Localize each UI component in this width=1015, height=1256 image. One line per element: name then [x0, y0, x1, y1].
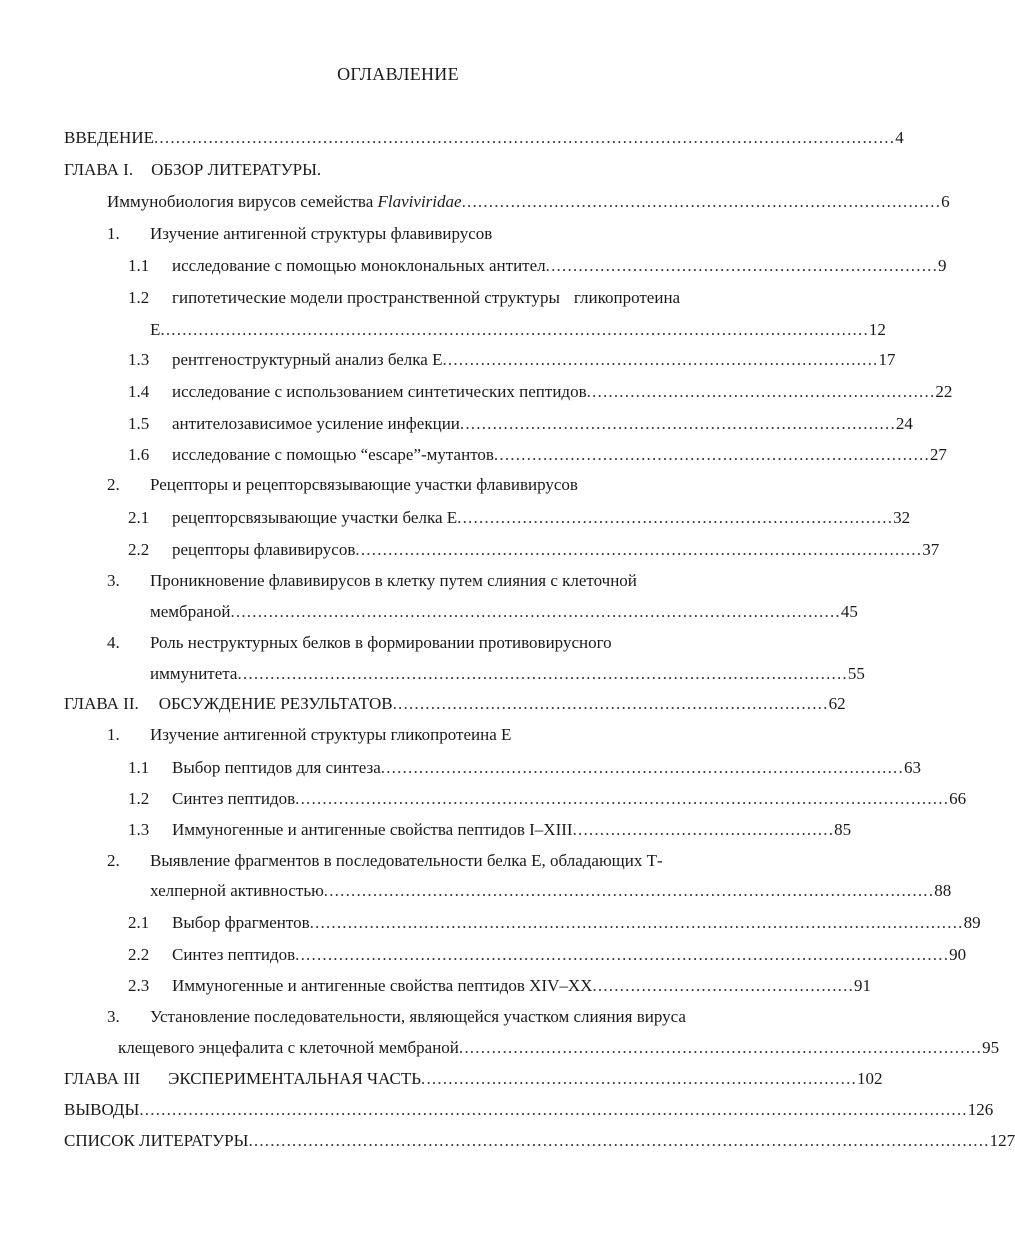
subsection-number: 2.1	[128, 508, 150, 527]
entry-text: Иммуногенные и антигенные свойства пептидов I–XIII	[172, 820, 573, 839]
dot-leader: ................................................	[592, 976, 855, 995]
subsection-number: 1.3	[128, 350, 150, 369]
toc-results-2-3[interactable]	[172, 974, 872, 998]
toc-entry-1-2-line2[interactable]	[150, 318, 886, 342]
entry-text: ВВЕДЕНИЕ	[64, 128, 154, 147]
dot-leader: ................................................	[572, 820, 835, 839]
page-number: 37	[922, 540, 940, 559]
toc-results-2-2[interactable]	[172, 943, 967, 967]
page-number: 85	[834, 820, 852, 839]
toc-section-3-line2[interactable]	[150, 600, 858, 624]
dot-leader: ................................................................................	[459, 414, 896, 433]
dot-leader: ........................................................................................................................................	[248, 1131, 990, 1150]
toc-chapter-1[interactable]	[64, 158, 710, 182]
chapter-label: ГЛАВА I.	[64, 160, 134, 179]
page-number: 17	[878, 350, 896, 369]
entry-text: антителозависимое усиление инфекции	[172, 414, 460, 433]
dot-leader: ........................................................................................................................	[309, 913, 964, 932]
dot-leader: ........................................................................................	[461, 192, 942, 211]
dot-leader: ........................................................................	[545, 256, 939, 275]
chapter-title: ОБСУЖДЕНИЕ РЕЗУЛЬТАТОВ	[158, 694, 393, 713]
taxon-name: Flaviviridae	[377, 192, 462, 211]
toc-entry-1-6[interactable]	[172, 443, 947, 467]
toc-entry-immunobiology[interactable]	[107, 190, 950, 214]
dot-leader: ................................................................................	[421, 1069, 857, 1088]
page-number: 62	[828, 694, 846, 713]
page-number: 126	[967, 1100, 994, 1119]
toc-entry-1-3[interactable]	[172, 348, 896, 372]
entry-text: Выбор пептидов для синтеза	[172, 758, 381, 777]
page-number: 90	[949, 945, 967, 964]
toc-entry-references[interactable]	[64, 1129, 1015, 1153]
page-number: 91	[854, 976, 872, 995]
dot-leader: ................................................................................................	[380, 758, 904, 777]
toc-results-section-2-line1[interactable]: Выявление фрагментов в последовательности белка Е, обладающих Т-	[150, 851, 663, 870]
entry-text: хелперной активностью	[150, 881, 324, 900]
toc-entry-2-2[interactable]	[172, 538, 940, 562]
toc-results-1-1[interactable]	[172, 756, 921, 780]
subsection-number: 2.3	[128, 976, 150, 995]
entry-text: Иммунобиология вирусов семейства Flaviviridae	[107, 192, 462, 211]
toc-entry-conclusions[interactable]	[64, 1098, 994, 1122]
dot-leader: ................................................................................	[493, 445, 930, 464]
toc-section-4-line1[interactable]: Роль неструктурных белков в формировании противовирусного	[150, 633, 612, 652]
subsection-number: 2.1	[128, 913, 150, 932]
page-title: ОГЛАВЛЕНИЕ	[337, 64, 459, 84]
dot-leader: ................................................................................	[442, 350, 879, 369]
subsection-number: 1.2	[128, 288, 150, 307]
toc-entry-1-4[interactable]	[172, 380, 953, 404]
section-number: 1.	[107, 224, 120, 243]
toc-entry-1-2-line1[interactable]	[172, 286, 720, 310]
dot-leader: ................................................................................................................	[237, 664, 848, 683]
entry-text: рецепторы флавивирусов	[172, 540, 356, 559]
entry-text: клещевого энцефалита с клеточной мембраной	[118, 1038, 459, 1057]
entry-text: СПИСОК ЛИТЕРАТУРЫ	[64, 1131, 249, 1150]
page-number: 12	[868, 320, 886, 339]
toc-section-4-line2[interactable]	[150, 662, 865, 686]
subsection-number: 2.2	[128, 540, 150, 559]
toc-results-1-2[interactable]	[172, 787, 967, 811]
entry-text: исследование с использованием синтетических пептидов	[172, 382, 587, 401]
toc-entry-intro[interactable]	[64, 126, 904, 150]
entry-text: гликопротеина	[573, 288, 681, 307]
page-number: 32	[893, 508, 911, 527]
dot-leader: ................................................................................................................	[323, 881, 935, 900]
dot-leader: ........................................................................................................	[355, 540, 923, 559]
chapter-label: ГЛАВА III	[64, 1069, 141, 1088]
page-number: 22	[935, 382, 953, 401]
section-number: 2.	[107, 475, 120, 494]
entry-text: Синтез пептидов	[172, 945, 296, 964]
toc-chapter-3[interactable]	[64, 1067, 883, 1091]
entry-text: исследование с помощью моноклональных антител	[172, 256, 546, 275]
subsection-number: 2.2	[128, 945, 150, 964]
dot-leader: ..................................................................................................................................	[160, 320, 869, 339]
dot-leader: ........................................................................................................................	[295, 945, 950, 964]
subsection-number: 1.1	[128, 256, 150, 275]
toc-section-1[interactable]: Изучение антигенной структуры флавивирусов	[150, 224, 493, 243]
chapter-label: ГЛАВА II.	[64, 694, 139, 713]
chapter-title: ОБЗОР ЛИТЕРАТУРЫ.	[151, 160, 322, 179]
page-number: 89	[963, 913, 981, 932]
entry-text: Иммуногенные и антигенные свойства пептидов XIV–XX	[172, 976, 593, 995]
page-number: 55	[847, 664, 865, 683]
dot-leader: ................................................................................................................	[230, 602, 841, 621]
page-number: 24	[895, 414, 913, 433]
toc-chapter-2[interactable]	[64, 692, 846, 716]
toc-results-section-3-line2[interactable]	[118, 1036, 1000, 1060]
subsection-number: 1.4	[128, 382, 150, 401]
section-number: 3.	[107, 1007, 120, 1026]
entry-text: мембраной	[150, 602, 231, 621]
entry-text: рентгеноструктурный анализ белка Е	[172, 350, 443, 369]
page-number: 6	[941, 192, 950, 211]
entry-text: Е	[150, 320, 161, 339]
toc-section-2[interactable]: Рецепторы и рецепторсвязывающие участки флавивирусов	[150, 475, 578, 494]
entry-text: гипотетические модели пространственной структуры	[172, 288, 560, 307]
dot-leader: ........................................................................................................................................................	[139, 1100, 968, 1119]
page-number: 63	[903, 758, 921, 777]
subsection-number: 1.1	[128, 758, 150, 777]
page-number: 27	[929, 445, 947, 464]
dot-leader: ................................................................................	[457, 508, 894, 527]
entry-text: Выбор фрагментов	[172, 913, 310, 932]
entry-text: рецепторсвязывающие участки белка Е	[172, 508, 458, 527]
section-number: 1.	[107, 725, 120, 744]
section-number: 2.	[107, 851, 120, 870]
page-number: 102	[857, 1069, 883, 1088]
toc-entry-2-1[interactable]	[172, 506, 911, 530]
toc-results-1-3[interactable]	[172, 818, 852, 842]
page-number: 88	[934, 881, 952, 900]
subsection-number: 1.6	[128, 445, 150, 464]
dot-leader: ................................................................................................	[458, 1038, 983, 1057]
page-number: 9	[938, 256, 947, 275]
page-number: 45	[840, 602, 858, 621]
entry-text: ВЫВОДЫ	[64, 1100, 140, 1119]
toc-section-3-line1[interactable]: Проникновение флавивирусов в клетку путем слияния с клеточной	[150, 571, 637, 590]
toc-results-section-3-line1[interactable]: Установление последовательности, являющейся участком слияния вируса	[150, 1007, 686, 1026]
toc-entry-1-5[interactable]	[172, 412, 913, 436]
toc-entry-1-1[interactable]	[172, 254, 947, 278]
toc-results-section-1[interactable]: Изучение антигенной структуры гликопротеина Е	[150, 725, 512, 744]
page-number: 95	[982, 1038, 1000, 1057]
subsection-number: 1.3	[128, 820, 150, 839]
toc-results-2-1[interactable]	[172, 911, 981, 935]
dot-leader: ........................................................................................................................	[295, 789, 950, 808]
dot-leader: ................................................................	[586, 382, 936, 401]
toc-results-section-2-line2[interactable]	[150, 879, 952, 903]
dot-leader: ................................................................................	[392, 694, 829, 713]
section-number: 3.	[107, 571, 120, 590]
entry-text: Синтез пептидов	[172, 789, 296, 808]
subsection-number: 1.5	[128, 414, 150, 433]
page-number: 127	[989, 1131, 1015, 1150]
entry-text: исследование с помощью “escape”-мутантов	[172, 445, 494, 464]
subsection-number: 1.2	[128, 789, 150, 808]
chapter-title: ЭКСПЕРИМЕНТАЛЬНАЯ ЧАСТЬ	[168, 1069, 421, 1088]
dot-leader: ........................................................................................................................................	[153, 128, 896, 147]
section-number: 4.	[107, 633, 120, 652]
page-number: 66	[949, 789, 967, 808]
entry-text: иммунитета	[150, 664, 238, 683]
page-number: 4	[895, 128, 904, 147]
